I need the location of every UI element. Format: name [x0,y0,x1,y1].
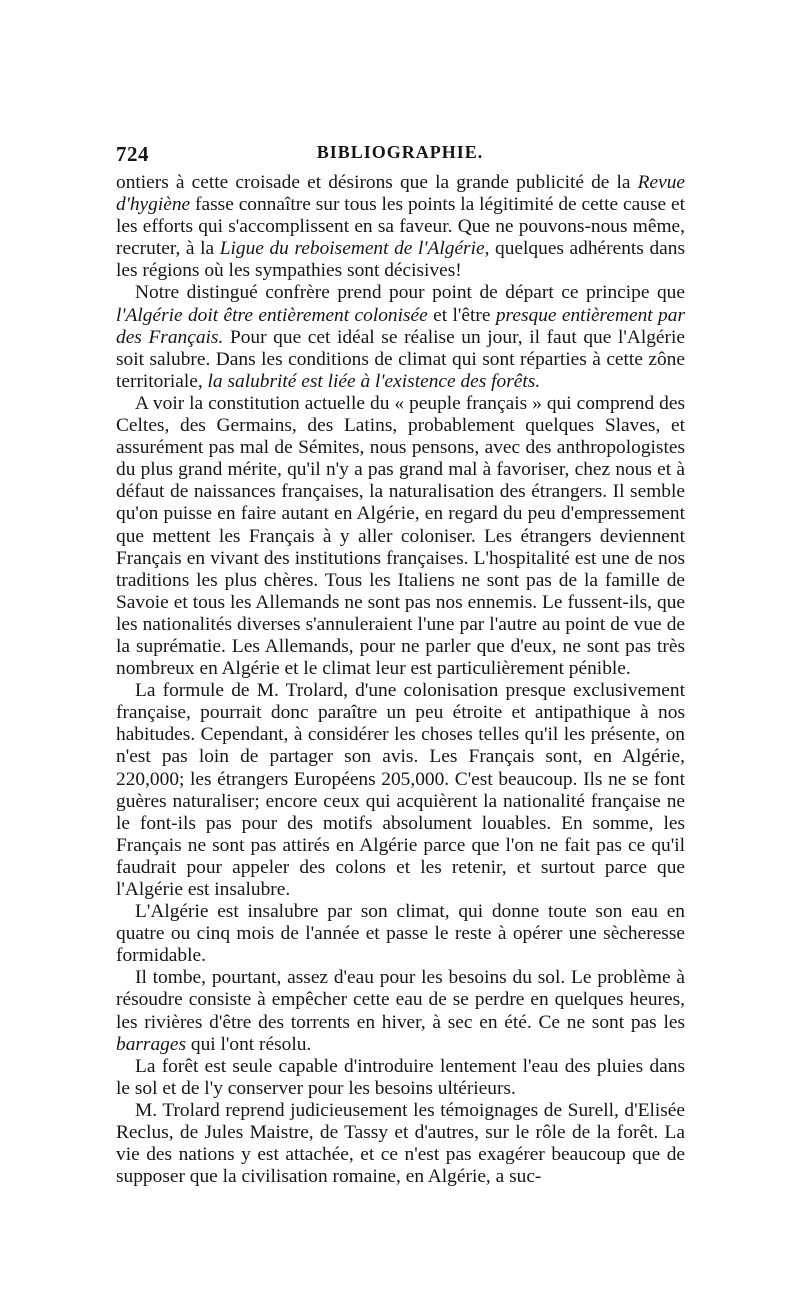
running-head: BIBLIOGRAPHIE. [316,142,484,162]
paragraph [116,901,685,967]
paragraph [116,172,685,282]
paragraph [116,282,685,392]
text-run: et l'être [427,304,496,326]
text-run: Notre distingué confrère prend pour point de départ ce principe que [135,282,685,304]
text-run: ontiers à cette croisade et désirons que la grande publicité de la [116,172,638,193]
paragraph [116,967,685,1055]
paragraph [116,680,685,901]
text-run: fasse connaître sur tous les points la légitimité de cette cause et les efforts qui s'accomplissent en sa faveur. Que ne pouvons-nous même, recruter, à la [116,194,685,260]
text-run: , quelques adhérents dans les régions où les sympathies sont décisives! [116,238,685,282]
text-run: A voir la constitution actuelle du « peuple français » qui comprend des Celtes, des Germains, des Latins, probablement quelques Slaves, et assurément pas mal de Sémites, nous pensons, avec des anthropologistes du plus grand mérite, qu'il n'y a pas grand mal à favoriser, chez nous et à défaut de naissances françaises, la naturalisation des étrangers. Il semble qu'on puisse en faire autant en Algérie, en regard du peu d'empressement que mettent les Français à y aller coloniser. Les étrangers deviennent Français en vivant des institutions françaises. L'hospitalité est une de nos traditions les plus chères. Tous les Italiens ne sont pas de la famille de Savoie et tous les Allemands ne sont pas nos ennemis. Le fussent-ils, que les nationalités diverses s'annuleraient l'une par l'autre au point de vue de la suprématie. Les Allemands, pour ne parler que d'eux, ne sont pas très nombreux en Algérie et le climat leur est particulièrement pénible. [116,392,685,680]
page-number: 724 [116,142,149,166]
text-run: Pour que cet idéal se réalise un jour, il faut que l'Algérie soit salubre. Dans les conditions de climat qui sont réparties à cette zône territoriale, [116,326,685,392]
text-run: La forêt est seule capable d'introduire lentement l'eau des pluies dans le sol et de l'y conserver pour les besoins ultérieurs. [116,1055,685,1099]
italic-text: Revue d'hygiène [116,172,685,216]
text-run: M. Trolard reprend judicieusement les témoignages de Surell, d'Elisée Reclus, de Jules Maistre, de Tassy et d'autres, sur le rôle de la forêt. La vie des nations y est attachée, et ce n'est pas exagérer beaucoup que de supposer que la civilisation romaine, en Algérie, a suc- [116,1099,685,1188]
text-run: Il tombe, pourtant, assez d'eau pour les besoins du sol. Le problème à résoudre consiste à empêcher cette eau de se perdre en quelques heures, les rivières d'être des torrents en hiver, à sec en été. Ce ne sont pas les [116,967,685,1033]
page-header [116,142,684,172]
text-run: qui l'ont résolu. [186,1033,312,1055]
body-text [116,172,685,1188]
paragraph [116,1100,685,1188]
italic-text: la salubrité est liée à l'existence des forêts. [207,370,541,392]
italic-text: barrages [116,1033,187,1055]
italic-text: presque entièrement par des Français. [116,304,685,348]
paragraph [116,1056,685,1100]
paragraph [116,393,685,680]
italic-text: l'Algérie doit être entièrement colonisée [116,304,428,326]
text-run: L'Algérie est insalubre par son climat, qui donne toute son eau en quatre ou cinq mois de l'année et passe le reste à opérer une sècheresse formidable. [116,901,685,967]
text-run: La formule de M. Trolard, d'une colonisation presque exclusivement française, pourrait donc paraître un peu étroite et antipathique à nos habitudes. Cependant, à considérer les choses telles qu'il les présente, on n'est pas loin de partager son avis. Les Français sont, en Algérie, 220,000; les étrangers Européens 205,000. C'est beaucoup. Ils ne se font guères naturaliser; encore ceux qui acquièrent la nationalité française ne le font-ils pas pour des motifs absolument louables. En somme, les Français ne sont pas attirés en Algérie parce que l'on ne fait pas ce qu'il faudrait pour appeler des colons et les retenir, et surtout parce que l'Algérie est insalubre. [116,680,685,900]
italic-text: Ligue du reboisement de l'Algérie [219,238,485,260]
